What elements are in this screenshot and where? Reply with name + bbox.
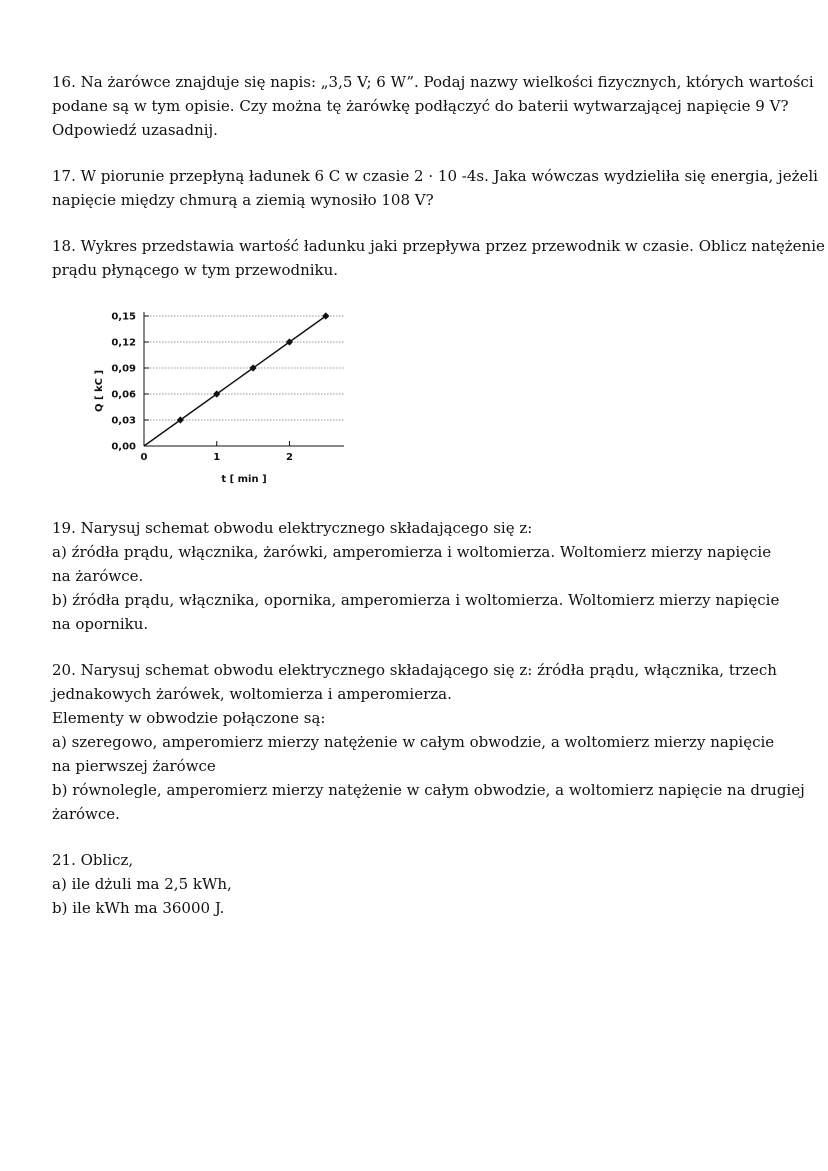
- question-19-line: 19. Narysuj schemat obwodu elektrycznego składającego się z:: [52, 519, 533, 537]
- question-16-line: podane są w tym opisie. Czy można tę żarówkę podłączyć do baterii wytwarzającej napięcie 9 V?: [52, 97, 789, 115]
- question-20-line: żarówce.: [52, 805, 120, 823]
- question-21: [52, 848, 782, 920]
- y-tick-label: 0,15: [111, 311, 136, 323]
- question-19-line: b) źródła prądu, włącznika, opornika, amperomierza i woltomierza. Woltomierz mierzy napięcie: [52, 591, 780, 609]
- question-20-line: b) równolegle, amperomierz mierzy natężenie w całym obwodzie, a woltomierz napięcie na drugiej: [52, 781, 805, 799]
- charge-time-chart: [74, 296, 374, 496]
- question-19-line: na żarówce.: [52, 567, 144, 585]
- question-17-line: 17. W piorunie przepłyną ładunek 6 C w czasie 2 · 10 -4s. Jaka wówczas wydzieliła się energia, jeżeli: [52, 167, 818, 185]
- question-20-line: Elementy w obwodzie połączone są:: [52, 709, 326, 727]
- y-tick-label: 0,03: [111, 415, 136, 427]
- worksheet-page: [52, 70, 825, 920]
- question-20: [52, 658, 805, 826]
- question-21-line: a) ile dżuli ma 2,5 kWh,: [52, 875, 232, 893]
- question-18: [52, 234, 825, 282]
- question-20-line: jednakowych żarówek, woltomierza i amperomierza.: [52, 685, 452, 703]
- question-20-line: a) szeregowo, amperomierz mierzy natężenie w całym obwodzie, a woltomierz mierzy napięcie: [52, 733, 775, 751]
- y-axis-label: Q [ kC ]: [94, 369, 105, 413]
- y-tick-label: 0,09: [111, 363, 136, 375]
- x-tick-label: 2: [285, 452, 293, 463]
- question-20-line: 20. Narysuj schemat obwodu elektrycznego składającego się z: źródła prądu, włącznika, trzech: [52, 661, 777, 679]
- question-17-line: napięcie między chmurą a ziemią wynosiło 108 V?: [52, 191, 434, 209]
- question-19: [52, 516, 782, 636]
- question-19-line: na oporniku.: [52, 615, 149, 633]
- question-20-line: na pierwszej żarówce: [52, 757, 216, 775]
- x-axis-label: t [ min ]: [221, 474, 267, 485]
- question-19-line: a) źródła prądu, włącznika, żarówki, amperomierza i woltomierza. Woltomierz mierzy napięcie: [52, 543, 772, 561]
- question-16-line: 16. Na żarówce znajduje się napis: „3,5 V; 6 W”. Podaj nazwy wielkości fizycznych, których wartości: [52, 73, 814, 91]
- question-16: [52, 70, 814, 142]
- chart-svg: [74, 296, 374, 496]
- y-tick-label: 0,12: [111, 337, 136, 349]
- y-tick-label: 0,00: [111, 441, 136, 453]
- x-tick-label: 1: [213, 452, 221, 463]
- question-21-line: 21. Oblicz,: [52, 851, 134, 869]
- series-line: [144, 316, 326, 446]
- question-17: [52, 164, 818, 212]
- question-21-line: b) ile kWh ma 36000 J.: [52, 899, 225, 917]
- question-16-line: Odpowiedź uzasadnij.: [52, 121, 218, 139]
- y-tick-label: 0,06: [111, 389, 136, 401]
- question-18-line: prądu płynącego w tym przewodniku.: [52, 261, 339, 279]
- question-18-line: 18. Wykres przedstawia wartość ładunku jaki przepływa przez przewodnik w czasie. Oblicz natężenie: [52, 237, 825, 255]
- x-tick-label: 0: [140, 452, 148, 463]
